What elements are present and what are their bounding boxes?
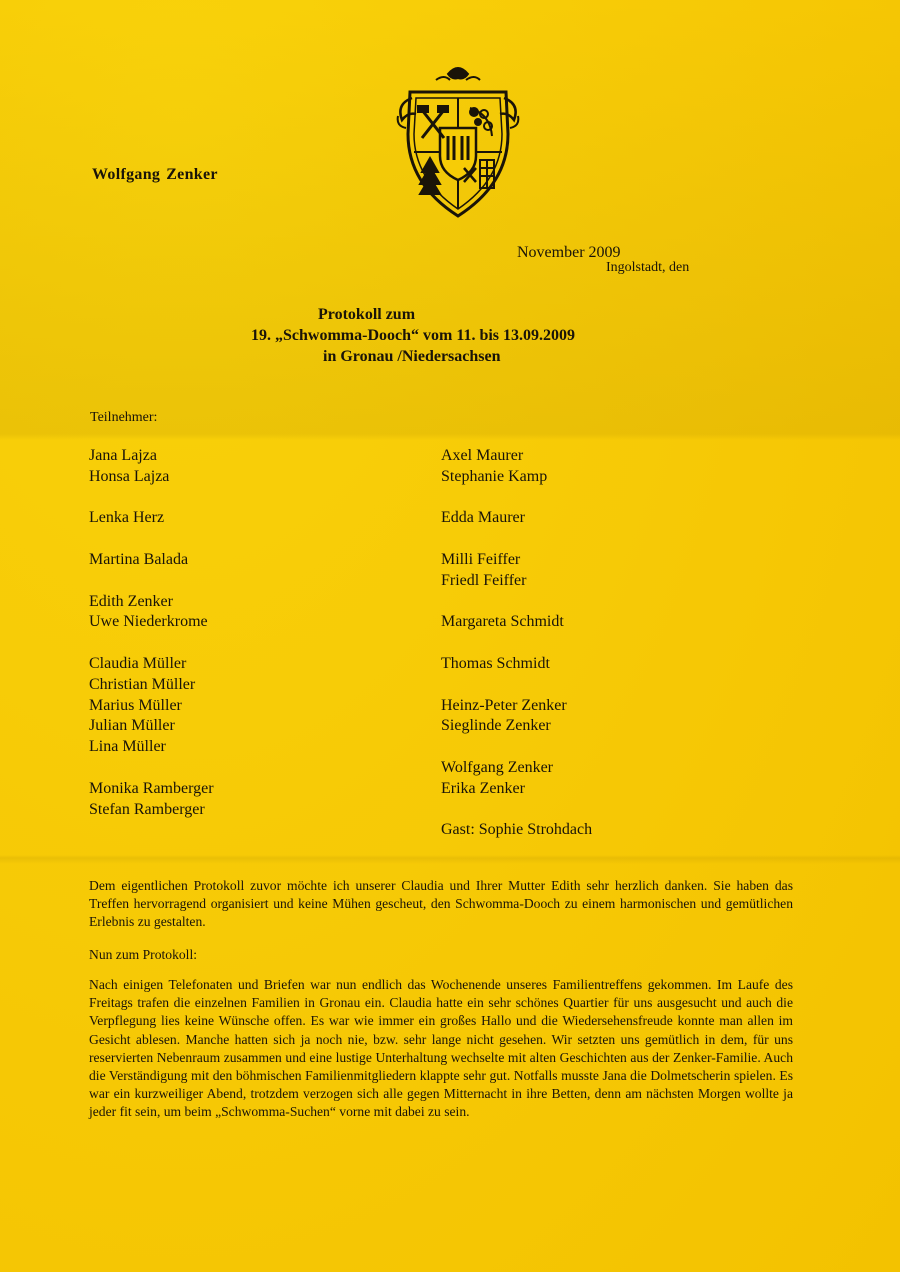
list-item <box>441 737 592 758</box>
coat-of-arms-icon <box>392 64 524 224</box>
list-item <box>441 633 592 654</box>
list-item: Stephanie Kamp <box>441 467 548 485</box>
title-line-2: 19. „Schwomma-Dooch“ vom 11. bis 13.09.2009 <box>251 327 576 344</box>
list-item: Sieglinde Zenker <box>441 717 551 735</box>
list-item: Axel Maurer <box>441 447 524 464</box>
list-item <box>89 488 214 509</box>
list-item: Uwe Niederkrome <box>89 613 208 631</box>
thanks-paragraph: Dem eigentlichen Protokoll zuvor möchte ich unserer Claudia und Ihrer Mutter Edith sehr herzlich danken. Sie haben das Treffen hervorragend organisiert und keine Mühen gescheut, den Schwomma-Dooch zu einem harmonischen und gemütlichen Erlebnis zu gestalten. <box>89 878 793 930</box>
list-item: Lenka Herz <box>89 509 165 527</box>
list-item <box>441 800 592 821</box>
list-item: Margareta Schmidt <box>441 613 564 631</box>
author-first-name: Wolfgang <box>92 166 161 183</box>
list-item: Milli Feiffer <box>441 550 521 568</box>
list-item <box>441 529 592 550</box>
list-item: Lina Müller <box>89 738 166 756</box>
list-item: Christian Müller <box>89 675 196 693</box>
list-item <box>441 592 592 613</box>
title-line-3: in Gronau /Niedersachsen <box>323 348 501 365</box>
list-item: Heinz-Peter Zenker <box>441 696 567 714</box>
title-line-1: Protokoll zum <box>318 306 416 323</box>
list-item: Edith Zenker <box>89 592 173 610</box>
list-item: Wolfgang Zenker <box>441 758 553 776</box>
date-month: November 2009 <box>517 244 621 261</box>
list-item: Monika Ramberger <box>89 779 214 797</box>
list-item: Jana Lajza <box>89 447 157 464</box>
author-name <box>92 166 218 184</box>
list-item: Julian Müller <box>89 717 175 735</box>
list-item: Honsa Lajza <box>89 467 170 485</box>
date-city: Ingolstadt, den <box>606 260 690 275</box>
list-item: Friedl Feiffer <box>441 571 527 589</box>
list-item: Erika Zenker <box>441 779 525 797</box>
list-item: Gast: Sophie Strohdach <box>441 821 593 839</box>
protocol-paragraph: Nach einigen Telefonaten und Briefen war nun endlich das Wochenende unseres Familientreffens gekommen. Im Laufe des Freitags trafen die einzelnen Familien in Gronau ein. Claudia hatte ein sehr schönes Quartier für uns ausgesucht und auch die Verpflegung lies keine Wünsche offen. Es war wie immer ein großes Hallo und die Wiedersehensfreude konnte man allen im Gesicht ablesen. Manche hatten sich ja noch nie, bzw. sehr lange nicht gesehen. Wir setzten uns gemütlich in dem, für uns reservierten Nebenraum zusammen und eine lustige Unterhaltung wechselte mit alten Geschichten aus der Zenker-Familie. Auch die Verständigung mit den böhmischen Familienmitgliedern klappte sehr gut. Notfalls musste Jana die Dolmetscherin spielen. Es war ein kurzweiliger Abend, trotzdem verzogen sich alle gegen Mitternacht in ihre Betten, denn am nächsten Morgen wollte ja jeder fit sein, um beim „Schwomma-Suchen“ vorne mit dabei zu sein. <box>89 977 793 1120</box>
list-item: Martina Balada <box>89 550 189 568</box>
protocol-heading: Nun zum Protokoll: <box>89 947 197 962</box>
list-item <box>89 633 214 654</box>
list-item: Edda Maurer <box>441 509 525 527</box>
list-item: Claudia Müller <box>89 654 187 672</box>
list-item: Stefan Ramberger <box>89 800 205 818</box>
participants-left-column <box>89 446 214 820</box>
list-item <box>89 758 214 779</box>
list-item: Thomas Schmidt <box>441 654 550 672</box>
list-item: Marius Müller <box>89 696 182 714</box>
list-item <box>89 529 214 550</box>
list-item <box>441 488 592 509</box>
participants-label: Teilnehmer: <box>90 410 158 425</box>
participants-right-column <box>441 446 592 841</box>
author-last-name: Zenker <box>166 166 218 183</box>
list-item <box>89 571 214 592</box>
list-item <box>441 675 592 696</box>
